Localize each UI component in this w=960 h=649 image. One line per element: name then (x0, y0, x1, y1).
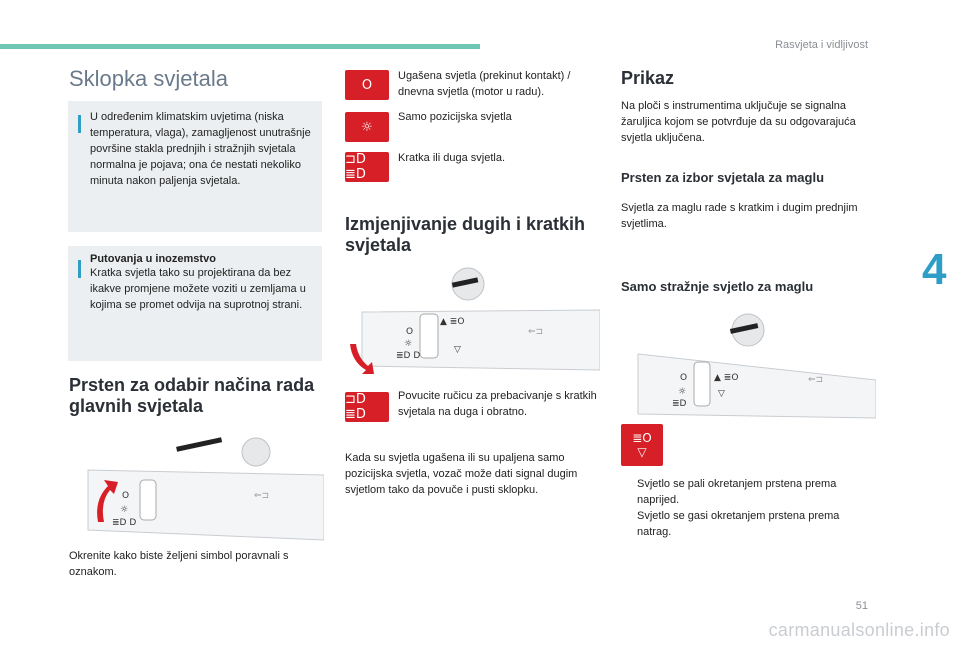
low-high-beam-icon: ⊐D ≣D (345, 152, 389, 182)
bullet-list (621, 476, 861, 540)
section-heading: Prikaz (621, 68, 675, 88)
stalk-illustration-ring (68, 430, 324, 550)
svg-text:O: O (122, 491, 130, 501)
list-item: Svjetlo se gasi okretanjem prstena prema natrag. (637, 510, 840, 538)
info-marker (78, 115, 81, 133)
svg-text:▽: ▽ (454, 345, 461, 355)
svg-text:▲ ≣O: ▲ ≣O (714, 373, 739, 383)
position-lights-icon: ☼ (345, 112, 389, 142)
svg-text:O: O (406, 327, 414, 337)
svg-text:≣D D: ≣D D (112, 518, 137, 528)
rear-fog-icon: ≣O ▽ (621, 424, 663, 466)
stalk-illustration-fog (618, 310, 876, 420)
steering-wheel-icon (730, 314, 764, 346)
item-low-high-beam: Kratka ili duga svjetla. (398, 152, 505, 164)
subsection-heading: Samo stražnje svjetlo za maglu (621, 279, 814, 294)
svg-text:☼: ☼ (678, 387, 687, 397)
section-heading: Izmjenjivanje dugih i kratkih svjetala (345, 214, 586, 255)
svg-text:☼: ☼ (120, 505, 129, 515)
info-box-climate (68, 101, 322, 232)
steering-wheel-icon (452, 268, 484, 300)
section-title: Sklopka svjetala (69, 66, 228, 91)
page-number: 51 (855, 600, 868, 612)
chapter-title: Rasvjeta i vidljivost (775, 39, 868, 51)
svg-text:▽: ▽ (718, 389, 725, 399)
item-toggle-beam: Povucite ručicu za prebacivanje s kratkih svjetala na duga i obratno. (398, 390, 597, 418)
item-lights-off: Ugašena svjetla (prekinut kontakt) / dnevna svjetla (motor u radu). (398, 70, 571, 98)
low-high-beam-icon: ⊐D ≣D (345, 392, 389, 422)
lights-off-icon: O (345, 70, 389, 100)
stalk-illustration-pull (342, 262, 600, 374)
paragraph-fog: Svjetla za maglu rade s kratkim i dugim prednjim svjetlima. (621, 202, 858, 230)
svg-text:▲ ≣O: ▲ ≣O (440, 317, 465, 327)
svg-text:≣D: ≣D (672, 399, 687, 409)
info-text: U određenim klimatskim uvjetima (niska temperatura, vlaga), zamagljenost unutrašnje površine stakla prednjih i stražnjih svjetala normalna je pojava; ona će nestati nekoliko minuta nakon paljenja svjetala. (90, 111, 311, 187)
paragraph-flash: Kada su svjetla ugašena ili su upaljena samo pozicijska svjetla, vozač može dati signal dugim svjetlom tako da povuče i pusti sklopku. (345, 452, 578, 496)
svg-text:⇐⊐: ⇐⊐ (808, 375, 824, 385)
chapter-tab-number: 4 (922, 245, 947, 294)
svg-text:☼: ☼ (404, 339, 413, 349)
paragraph-display: Na ploči s instrumentima uključuje se signalna žaruljica kojom se potvrđuje da su odgovarajuća svjetla uključena. (621, 100, 856, 144)
info-marker (78, 260, 81, 278)
watermark: carmanualsonline.info (768, 620, 950, 640)
caption: Okrenite kako biste željeni simbol poravnali s oznakom. (69, 550, 289, 578)
svg-text:⇐⊐: ⇐⊐ (254, 491, 270, 501)
info-text: Kratka svjetla tako su projektirana da bez ikakve promjene možete voziti u zemljama u kojima se promet odvija na suprotnoj strani. (90, 267, 306, 311)
svg-text:⇐⊐: ⇐⊐ (528, 327, 544, 337)
subsection-heading: Prsten za izbor svjetala za maglu (621, 170, 825, 185)
list-item: Svjetlo se pali okretanjem prstena prema naprijed. (637, 478, 837, 506)
svg-text:O: O (680, 373, 688, 383)
info-title: Putovanja u inozemstvo (90, 253, 216, 265)
top-accent-bar (0, 44, 480, 49)
svg-text:≣D D: ≣D D (396, 351, 421, 361)
section-heading: Prsten za odabir načina rada glavnih svjetala (69, 375, 315, 416)
info-box-abroad (68, 246, 322, 361)
item-position-lights: Samo pozicijska svjetla (398, 111, 512, 123)
steering-wheel-icon (176, 437, 270, 466)
